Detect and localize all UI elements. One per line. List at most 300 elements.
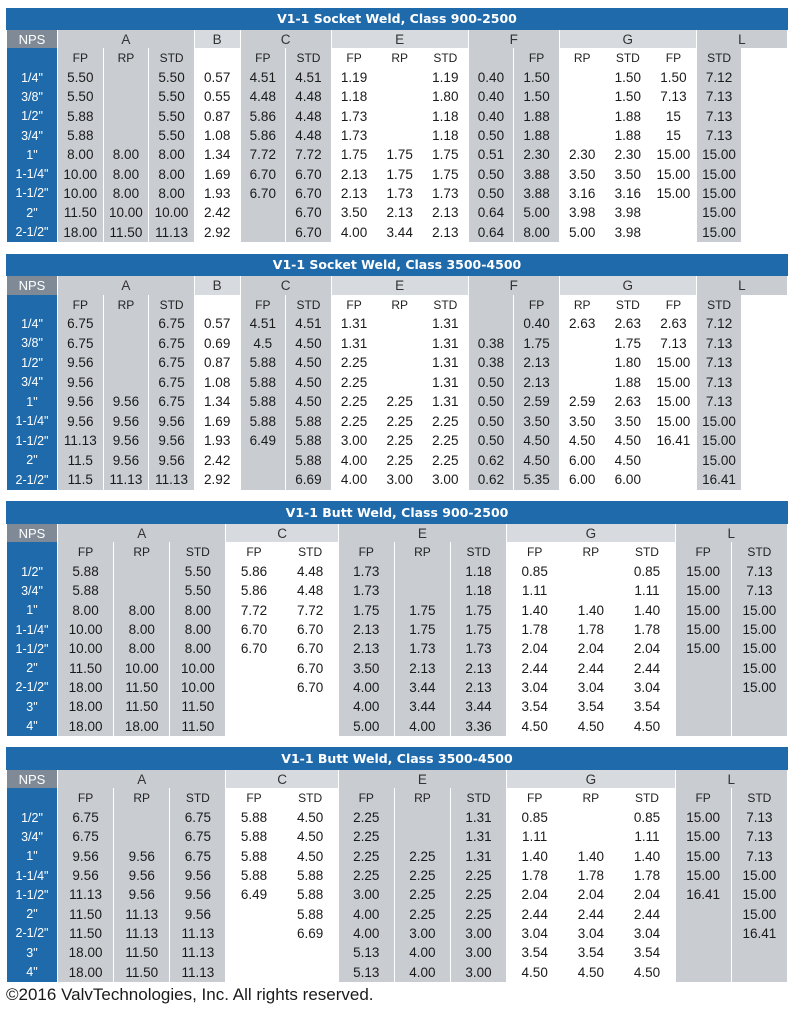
- nps-size: 1": [7, 392, 57, 412]
- value-cell: 2.04: [633, 887, 661, 903]
- value-cell: 1.73: [340, 108, 368, 124]
- value-cell: 2.63: [614, 316, 641, 332]
- value-cell: 3.54: [577, 699, 604, 715]
- value-cell: 5.88: [296, 868, 324, 884]
- value-cell: 11.50: [114, 962, 169, 981]
- value-cell: 2.25: [339, 847, 394, 866]
- value-cell: 2.25: [432, 433, 459, 449]
- sub-header: STD: [634, 545, 659, 559]
- value-cell: [377, 87, 422, 106]
- value-cell: 3.88: [514, 164, 559, 183]
- value-cell: 9.56: [170, 885, 225, 904]
- value-cell: 3.50: [569, 166, 596, 182]
- table-row: [7, 808, 787, 827]
- value-cell: 4.48: [241, 87, 286, 106]
- sub-header: STD: [433, 51, 458, 65]
- table-title: V1-1 Butt Weld, Class 900-2500: [6, 501, 788, 524]
- nps-size: 2": [7, 904, 57, 923]
- value-cell: 11.50: [58, 658, 113, 677]
- value-cell: 0.64: [469, 203, 514, 222]
- value-cell: 5.00: [514, 203, 559, 222]
- sub-header: FP: [346, 51, 362, 65]
- sub-header: FP: [58, 295, 103, 314]
- value-cell: [676, 943, 731, 962]
- nps-header: NPS: [7, 770, 57, 788]
- column-group-header: E: [339, 524, 506, 542]
- value-cell: 4.00: [339, 904, 394, 923]
- value-cell: 7.13: [732, 808, 787, 827]
- nps-subheader-blank: [7, 542, 57, 562]
- table-socket-weld-3500-4500: [6, 254, 788, 490]
- value-cell: 4.48: [286, 107, 331, 126]
- value-cell: 2.25: [340, 413, 368, 429]
- value-cell: 3.04: [521, 925, 548, 941]
- value-cell: 15.00: [656, 413, 691, 429]
- value-cell: 1.69: [204, 413, 231, 429]
- value-cell: 2.25: [339, 827, 394, 846]
- value-cell: 1.73: [432, 185, 459, 201]
- dimension-table: [6, 770, 788, 982]
- value-cell: 1.73: [386, 185, 413, 201]
- value-cell: 1.93: [204, 433, 231, 449]
- column-group-header: E: [332, 30, 468, 48]
- value-cell: 1.73: [340, 128, 368, 144]
- table-butt-weld-900-2500: [6, 501, 788, 736]
- value-cell: 11.13: [114, 924, 169, 943]
- value-cell: 5.86: [241, 107, 286, 126]
- table-row: [7, 334, 787, 354]
- sub-header: FP: [241, 48, 286, 68]
- value-cell: [104, 373, 149, 393]
- copyright-notice: ©2016 ValvTechnologies, Inc. All rights reserved.: [6, 985, 374, 1004]
- value-cell: 15.00: [697, 184, 742, 203]
- value-cell: 1.31: [432, 335, 459, 351]
- table-row: [7, 962, 787, 981]
- value-cell: 15.00: [676, 866, 731, 885]
- value-cell: 16.41: [676, 885, 731, 904]
- value-cell: 4.50: [286, 334, 331, 354]
- value-cell: 1.40: [521, 602, 548, 618]
- value-cell: 4.50: [577, 718, 604, 734]
- value-cell: 15.00: [676, 620, 731, 639]
- value-cell: 6.75: [170, 847, 225, 866]
- value-cell: [395, 808, 450, 827]
- table-row: [7, 581, 787, 600]
- value-cell: 3.04: [577, 925, 604, 941]
- sub-header: FP: [58, 542, 113, 562]
- value-cell: 18.00: [58, 697, 113, 716]
- value-cell: 5.88: [286, 412, 331, 432]
- value-cell: 15.00: [676, 847, 731, 866]
- value-cell: 2.25: [395, 866, 450, 885]
- table-row: [7, 314, 787, 334]
- value-cell: 1.73: [451, 639, 506, 658]
- value-cell: 4.51: [286, 314, 331, 334]
- value-cell: 15: [665, 128, 681, 144]
- value-cell: 7.12: [697, 314, 742, 334]
- value-cell: 8.00: [104, 184, 149, 203]
- value-cell: 5.35: [514, 470, 559, 490]
- value-cell: 15.00: [676, 808, 731, 827]
- value-cell: 7.13: [697, 107, 742, 126]
- value-cell: 5.88: [240, 848, 268, 864]
- value-cell: [377, 373, 422, 393]
- value-cell: 3.16: [569, 185, 596, 201]
- value-cell: 2.42: [204, 452, 231, 468]
- table-row: [7, 373, 787, 393]
- value-cell: 15.00: [676, 581, 731, 600]
- sub-header: RP: [114, 788, 169, 808]
- value-cell: 1.31: [432, 355, 459, 371]
- value-cell: 0.85: [521, 810, 548, 826]
- value-cell: 6.75: [149, 373, 194, 393]
- sub-header: FP: [346, 297, 362, 312]
- nps-size: 1/2": [7, 562, 57, 581]
- value-cell: 0.57: [204, 70, 231, 86]
- value-cell: 2.63: [660, 316, 687, 332]
- value-cell: 0.62: [469, 451, 514, 471]
- value-cell: [241, 222, 286, 241]
- value-cell: 1.11: [522, 583, 548, 599]
- value-cell: 1.40: [521, 848, 548, 864]
- value-cell: 6.75: [149, 353, 194, 373]
- column-group-header: L: [676, 524, 787, 542]
- value-cell: 5.86: [240, 583, 268, 599]
- value-cell: 1.11: [522, 829, 548, 845]
- value-cell: [377, 68, 422, 87]
- value-cell: 8.00: [58, 601, 113, 620]
- value-cell: 0.55: [204, 89, 231, 105]
- value-cell: 1.75: [340, 147, 368, 163]
- table-row: [7, 827, 787, 846]
- value-cell: 3.44: [395, 678, 450, 697]
- value-cell: [241, 470, 286, 490]
- value-cell: 2.04: [633, 641, 661, 657]
- column-group-header: L: [697, 30, 787, 48]
- value-cell: 4.50: [286, 392, 331, 412]
- sub-header: FP: [665, 297, 682, 312]
- value-cell: 0.50: [469, 126, 514, 145]
- table-row: [7, 601, 787, 620]
- dimension-table: [6, 524, 788, 736]
- value-cell: 1.11: [634, 583, 660, 599]
- value-cell: 1.31: [451, 808, 506, 827]
- value-cell: [560, 68, 605, 87]
- sub-header: FP: [246, 545, 262, 559]
- value-cell: 1.78: [577, 622, 604, 638]
- sub-header: [469, 48, 514, 68]
- value-cell: 1.31: [432, 374, 459, 390]
- dimension-table: [6, 30, 788, 242]
- sub-header: STD: [149, 48, 194, 68]
- value-cell: 6.75: [58, 314, 103, 334]
- value-cell: 1.18: [451, 562, 506, 581]
- nps-size: 3/4": [7, 827, 57, 846]
- value-cell: 6.49: [241, 431, 286, 451]
- nps-size: 2": [7, 203, 57, 222]
- nps-size: 2-1/2": [7, 678, 57, 697]
- value-cell: 4.50: [514, 451, 559, 471]
- value-cell: [563, 581, 618, 600]
- value-cell: 15.00: [732, 601, 787, 620]
- sub-header: STD: [298, 545, 323, 559]
- value-cell: 9.56: [58, 412, 103, 432]
- value-cell: 4.50: [521, 964, 548, 980]
- value-cell: 3.50: [614, 166, 641, 182]
- value-cell: 1.19: [340, 70, 368, 86]
- value-cell: 1.11: [634, 829, 660, 845]
- table-row: [7, 658, 787, 677]
- value-cell: 0.85: [633, 564, 661, 580]
- value-cell: 6.70: [286, 184, 331, 203]
- value-cell: 2.25: [386, 433, 413, 449]
- value-cell: 4.00: [340, 472, 368, 488]
- value-cell: 7.13: [732, 847, 787, 866]
- value-cell: [377, 126, 422, 145]
- value-cell: [283, 697, 338, 716]
- table-row: [7, 353, 787, 373]
- nps-subheader-blank: [7, 295, 57, 314]
- value-cell: 4.51: [241, 314, 286, 334]
- value-cell: 6.70: [240, 622, 268, 638]
- value-cell: 3.54: [521, 699, 548, 715]
- sub-header: STD: [433, 297, 458, 312]
- table-socket-weld-900-2500: [6, 8, 788, 242]
- column-group-header: E: [339, 770, 506, 788]
- table-row: [7, 451, 787, 471]
- value-cell: [226, 962, 281, 981]
- value-cell: 4.48: [286, 87, 331, 106]
- value-cell: 2.25: [451, 885, 506, 904]
- nps-size: 1-1/4": [7, 164, 57, 183]
- value-cell: [114, 562, 169, 581]
- value-cell: [563, 562, 618, 581]
- value-cell: 2.25: [432, 413, 459, 429]
- value-cell: 5.50: [149, 87, 194, 106]
- value-cell: [676, 962, 731, 981]
- nps-size: 3/8": [7, 334, 57, 354]
- nps-size: 2-1/2": [7, 222, 57, 241]
- value-cell: 9.56: [170, 904, 225, 923]
- value-cell: 5.88: [296, 887, 324, 903]
- table-row: [7, 562, 787, 581]
- value-cell: [676, 658, 731, 677]
- value-cell: 8.00: [170, 639, 225, 658]
- value-cell: 4.48: [296, 583, 324, 599]
- value-cell: 0.87: [204, 355, 231, 371]
- value-cell: 1.50: [514, 87, 559, 106]
- value-cell: 7.13: [732, 581, 787, 600]
- value-cell: 6.00: [569, 452, 596, 468]
- value-cell: 11.50: [114, 943, 169, 962]
- sub-header: [469, 295, 514, 314]
- value-cell: 0.40: [469, 68, 514, 87]
- value-cell: [676, 697, 731, 716]
- value-cell: 6.75: [149, 334, 194, 354]
- sub-header: STD: [170, 542, 225, 562]
- value-cell: 0.50: [469, 164, 514, 183]
- value-cell: 2.25: [386, 452, 413, 468]
- value-cell: 5.00: [569, 224, 596, 240]
- value-cell: [104, 314, 149, 334]
- nps-size: 2": [7, 658, 57, 677]
- value-cell: 15.00: [697, 222, 742, 241]
- sub-header: [195, 48, 240, 68]
- value-cell: 5.88: [286, 431, 331, 451]
- sub-header: RP: [104, 295, 149, 314]
- value-cell: 15.00: [732, 885, 787, 904]
- value-cell: 1.50: [660, 70, 687, 86]
- value-cell: 2.13: [432, 205, 459, 221]
- value-cell: 9.56: [149, 451, 194, 471]
- value-cell: 4.50: [569, 433, 596, 449]
- value-cell: [395, 581, 450, 600]
- value-cell: 1.78: [577, 868, 604, 884]
- value-cell: 16.41: [732, 924, 787, 943]
- sub-header: STD: [451, 788, 506, 808]
- value-cell: 10.00: [149, 203, 194, 222]
- value-cell: 6.75: [149, 314, 194, 334]
- value-cell: 5.88: [241, 412, 286, 432]
- value-cell: 5.00: [339, 716, 394, 735]
- value-cell: 11.13: [58, 885, 113, 904]
- value-cell: [104, 353, 149, 373]
- value-cell: 1.88: [614, 108, 641, 124]
- nps-size: 3/4": [7, 373, 57, 393]
- value-cell: [732, 697, 787, 716]
- value-cell: 1.73: [395, 639, 450, 658]
- value-cell: 3.50: [340, 205, 368, 221]
- value-cell: 6.75: [149, 392, 194, 412]
- value-cell: 2.59: [569, 394, 596, 410]
- value-cell: 15.00: [656, 166, 691, 182]
- value-cell: 5.50: [58, 68, 103, 87]
- value-cell: 3.44: [386, 224, 413, 240]
- value-cell: 15.00: [732, 639, 787, 658]
- sub-header: RP: [391, 51, 409, 65]
- nps-size: 4": [7, 962, 57, 981]
- value-cell: 0.50: [469, 431, 514, 451]
- value-cell: 2.25: [386, 413, 413, 429]
- table-row: [7, 222, 787, 241]
- value-cell: 2.44: [577, 660, 604, 676]
- value-cell: 7.13: [697, 392, 742, 412]
- value-cell: [651, 203, 696, 222]
- value-cell: [104, 87, 149, 106]
- table-row: [7, 943, 787, 962]
- column-group-header: A: [58, 276, 194, 295]
- nps-header: NPS: [7, 276, 57, 295]
- value-cell: 1.78: [633, 868, 661, 884]
- value-cell: 4.00: [339, 678, 394, 697]
- value-cell: 18.00: [58, 222, 103, 241]
- value-cell: 4.48: [296, 564, 324, 580]
- value-cell: 11.13: [149, 470, 194, 490]
- value-cell: 2.25: [340, 394, 368, 410]
- sub-header: STD: [615, 51, 640, 65]
- nps-size: 1": [7, 847, 57, 866]
- value-cell: 6.70: [286, 164, 331, 183]
- value-cell: 7.72: [296, 602, 324, 618]
- value-cell: 2.25: [451, 904, 506, 923]
- nps-size: 1-1/2": [7, 184, 57, 203]
- sub-header: FP: [246, 791, 262, 805]
- value-cell: 0.38: [469, 334, 514, 354]
- table-row: [7, 412, 787, 432]
- value-cell: 6.70: [296, 660, 324, 676]
- value-cell: 4.51: [286, 68, 331, 87]
- value-cell: [226, 943, 281, 962]
- value-cell: 1.40: [577, 848, 604, 864]
- value-cell: 9.56: [58, 866, 113, 885]
- sub-header: STD: [149, 295, 194, 314]
- value-cell: 8.00: [58, 145, 103, 164]
- sub-header: RP: [582, 545, 600, 559]
- nps-size: 1-1/2": [7, 885, 57, 904]
- value-cell: [395, 562, 450, 581]
- value-cell: 9.56: [58, 373, 103, 393]
- value-cell: 9.56: [58, 847, 113, 866]
- value-cell: 5.50: [149, 68, 194, 87]
- column-group-header: L: [697, 276, 787, 295]
- value-cell: 3.88: [514, 184, 559, 203]
- nps-size: 1-1/4": [7, 866, 57, 885]
- value-cell: 2.63: [614, 394, 641, 410]
- nps-size: 1-1/2": [7, 431, 57, 451]
- value-cell: 3.04: [521, 679, 548, 695]
- value-cell: 6.70: [296, 622, 324, 638]
- value-cell: 2.13: [340, 185, 368, 201]
- table-row: [7, 164, 787, 183]
- value-cell: 1.18: [432, 128, 459, 144]
- sub-header: FP: [665, 51, 682, 65]
- value-cell: 15.00: [732, 678, 787, 697]
- value-cell: [651, 451, 696, 471]
- value-cell: 0.50: [469, 184, 514, 203]
- table-row: [7, 68, 787, 87]
- value-cell: 18.00: [58, 943, 113, 962]
- value-cell: [560, 126, 605, 145]
- value-cell: 2.13: [514, 353, 559, 373]
- value-cell: 1.18: [451, 581, 506, 600]
- value-cell: 8.00: [514, 222, 559, 241]
- column-group-header: G: [507, 770, 674, 788]
- table-row: [7, 678, 787, 697]
- value-cell: 2.13: [340, 166, 368, 182]
- value-cell: 1.88: [614, 374, 641, 390]
- value-cell: 11.13: [170, 943, 225, 962]
- column-group-header: G: [560, 30, 696, 48]
- value-cell: 5.88: [296, 906, 324, 922]
- sub-header: FP: [527, 545, 543, 559]
- table-row: [7, 697, 787, 716]
- table-row: [7, 866, 787, 885]
- table-row: [7, 126, 787, 145]
- value-cell: 3.00: [386, 472, 413, 488]
- value-cell: 3.00: [451, 924, 506, 943]
- column-group-header: A: [58, 524, 225, 542]
- value-cell: 7.13: [660, 335, 687, 351]
- column-group-header: A: [58, 770, 225, 788]
- nps-size: 2": [7, 451, 57, 471]
- value-cell: 10.00: [114, 658, 169, 677]
- nps-size: 1-1/4": [7, 412, 57, 432]
- value-cell: 1.31: [432, 316, 459, 332]
- value-cell: 9.56: [149, 412, 194, 432]
- sub-header: FP: [241, 295, 286, 314]
- value-cell: 11.50: [58, 924, 113, 943]
- table-row: [7, 392, 787, 412]
